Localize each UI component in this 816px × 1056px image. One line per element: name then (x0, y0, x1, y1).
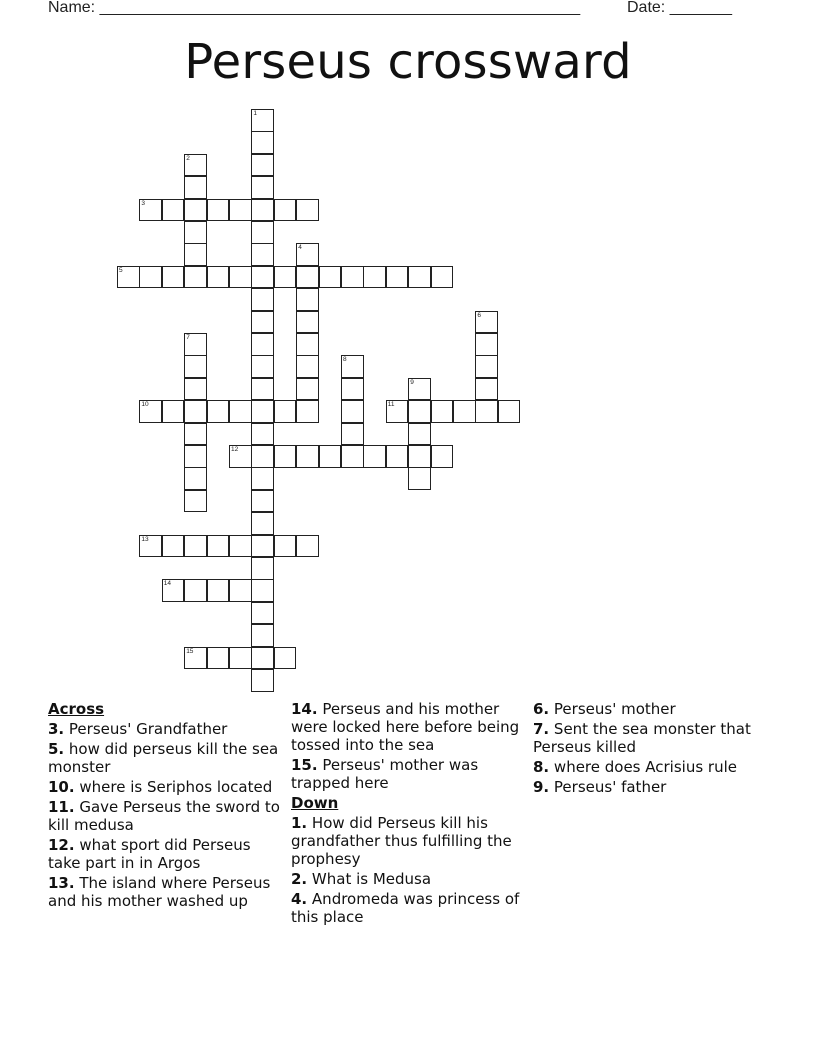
grid-cell[interactable] (229, 445, 252, 468)
grid-cell[interactable] (319, 266, 342, 289)
grid-cell[interactable] (274, 400, 297, 423)
grid-cell[interactable] (431, 400, 454, 423)
grid-cell[interactable] (229, 579, 252, 602)
grid-cell[interactable] (296, 445, 319, 468)
grid-cell[interactable] (162, 579, 185, 602)
clue-number-label: 8 (343, 356, 347, 364)
grid-cell[interactable] (207, 647, 230, 670)
clue-number-label: 7 (186, 334, 190, 341)
clue-number-label: 6 (477, 311, 482, 319)
grid-cell[interactable] (296, 535, 319, 558)
grid-cell[interactable] (207, 400, 230, 423)
grid-cell[interactable] (274, 647, 297, 670)
clue-column-1 (48, 700, 280, 912)
grid-cell[interactable] (408, 467, 431, 490)
grid-cell[interactable] (475, 311, 498, 334)
clue-across-3: 3. Perseus' Grandfather (48, 720, 228, 738)
clue-across-10: 10. where is Seriphos located (48, 778, 273, 796)
grid-cell[interactable] (229, 647, 252, 670)
grid-cell[interactable] (408, 423, 431, 446)
grid-cell[interactable] (341, 445, 364, 468)
grid-cell[interactable] (296, 378, 319, 401)
grid-cell[interactable] (184, 221, 207, 244)
clue-number-label: 9 (410, 378, 414, 386)
grid-cell[interactable] (229, 199, 252, 222)
grid-cell[interactable] (162, 266, 185, 289)
grid-cell[interactable] (363, 445, 386, 468)
page-title: Perseus crossward (184, 34, 632, 90)
clue-down-6: 6. Perseus' mother (533, 700, 676, 718)
grid-cell[interactable] (184, 535, 207, 558)
clue-column-2 (291, 700, 527, 928)
clue-column-3 (533, 700, 773, 798)
clue-down-2: 2. What is Medusa (291, 870, 432, 888)
grid-cell[interactable] (229, 535, 252, 558)
grid-cell[interactable] (251, 288, 274, 311)
down-heading: Down (291, 794, 339, 812)
grid-cell[interactable] (498, 400, 521, 423)
grid-cell[interactable] (251, 512, 274, 535)
grid-cell[interactable] (139, 400, 162, 423)
grid-cell[interactable] (251, 490, 274, 513)
grid-cell[interactable] (475, 378, 498, 401)
grid-cell[interactable] (251, 176, 274, 199)
grid-cell[interactable] (251, 602, 274, 625)
grid-cell[interactable] (296, 333, 319, 356)
grid-cell[interactable] (184, 467, 207, 490)
grid-cell[interactable] (408, 266, 431, 289)
clue-across-5: 5. how did perseus kill the sea monster (48, 740, 279, 776)
grid-cell[interactable] (274, 445, 297, 468)
clue-across-11: 11. Gave Perseus the sword to kill medusa (48, 798, 280, 834)
grid-cell[interactable] (251, 311, 274, 334)
grid-cell[interactable] (296, 400, 319, 423)
clue-down-7: 7. Sent the sea monster that Perseus killed (533, 720, 751, 756)
clue-number-label: 5 (119, 266, 123, 274)
grid-cell[interactable] (207, 535, 230, 558)
clue-number-label: 4 (298, 244, 302, 252)
clue-number-label: 14 (163, 580, 172, 588)
clue-number-label: 10 (141, 401, 149, 409)
grid-cell[interactable] (251, 154, 274, 177)
grid-cell[interactable] (363, 266, 386, 289)
grid-cell[interactable] (274, 199, 297, 222)
grid-cell[interactable] (251, 378, 274, 401)
grid-cell[interactable] (386, 445, 409, 468)
grid-cell[interactable] (184, 243, 207, 266)
grid-cell[interactable] (251, 423, 274, 446)
grid-cell[interactable] (475, 355, 498, 378)
grid-cell[interactable] (139, 199, 162, 222)
grid-cell[interactable] (251, 535, 274, 558)
clue-down-4: 4. Andromeda was princess of this place (291, 890, 520, 926)
grid-cell[interactable] (251, 131, 274, 154)
grid-cell[interactable] (229, 266, 252, 289)
clue-number-label: 13 (141, 535, 149, 543)
clue-number-label: 3 (141, 199, 146, 207)
clue-down-8: 8. where does Acrisius rule (533, 758, 737, 776)
grid-cell[interactable] (184, 355, 207, 378)
grid-cell[interactable] (341, 400, 364, 423)
name-field-line: Name: ______________________________________________________ (48, 0, 581, 16)
grid-cell[interactable] (296, 355, 319, 378)
grid-cell[interactable] (184, 579, 207, 602)
grid-cell[interactable] (296, 311, 319, 334)
grid-cell[interactable] (251, 199, 274, 222)
clue-number-label: 11 (387, 401, 395, 409)
clue-number-label: 1 (253, 110, 258, 117)
grid-cell[interactable] (274, 266, 297, 289)
grid-cell[interactable] (251, 445, 274, 468)
across-heading: Across (48, 700, 105, 718)
grid-cell[interactable] (251, 557, 274, 580)
grid-cell[interactable] (274, 535, 297, 558)
clue-across-12: 12. what sport did Perseus take part in in Argos (48, 836, 251, 872)
grid-cell[interactable] (207, 579, 230, 602)
grid-cell[interactable] (184, 378, 207, 401)
clue-number-label: 2 (186, 154, 190, 162)
grid-cell[interactable] (408, 378, 431, 401)
grid-cell[interactable] (251, 400, 274, 423)
grid-cell[interactable] (251, 467, 274, 490)
grid-cell[interactable] (184, 176, 207, 199)
grid-cell[interactable] (184, 199, 207, 222)
grid-cell[interactable] (251, 221, 274, 244)
grid-cell[interactable] (341, 378, 364, 401)
clue-down-1: 1. How did Perseus kill his grandfather thus fulfilling the prophesy (291, 814, 512, 868)
grid-cell[interactable] (184, 647, 207, 670)
grid-cell[interactable] (296, 199, 319, 222)
grid-cell[interactable] (139, 535, 162, 558)
grid-cell[interactable] (229, 400, 252, 423)
clue-down-9: 9. Perseus' father (533, 778, 667, 796)
grid-cell[interactable] (184, 445, 207, 468)
clue-across-15: 15. Perseus' mother was trapped here (291, 756, 479, 792)
grid-cell[interactable] (184, 266, 207, 289)
clue-across-13: 13. The island where Perseus and his mother washed up (48, 874, 271, 910)
grid-cell[interactable] (184, 333, 207, 356)
grid-cell[interactable] (251, 355, 274, 378)
grid-cell[interactable] (207, 199, 230, 222)
grid-cell[interactable] (251, 243, 274, 266)
grid-cell[interactable] (251, 109, 274, 132)
grid-cell[interactable] (184, 400, 207, 423)
grid-cell[interactable] (341, 355, 364, 378)
grid-cell[interactable] (431, 266, 454, 289)
grid-cell[interactable] (207, 266, 230, 289)
grid-cell[interactable] (162, 199, 185, 222)
grid-cell[interactable] (139, 266, 162, 289)
clue-across-14: 14. Perseus and his mother were locked here before being tossed into the sea (291, 700, 520, 754)
grid-cell[interactable] (341, 266, 364, 289)
grid-cell[interactable] (296, 288, 319, 311)
clue-number-label: 12 (231, 446, 239, 453)
grid-cell[interactable] (408, 400, 431, 423)
grid-cell[interactable] (251, 669, 274, 692)
grid-cell[interactable] (251, 333, 274, 356)
grid-cell[interactable] (162, 535, 185, 558)
date-field-line: Date: _______ (627, 0, 732, 16)
grid-cell[interactable] (431, 445, 454, 468)
grid-cell[interactable] (453, 400, 476, 423)
grid-cell[interactable] (296, 243, 319, 266)
grid-cell[interactable] (251, 579, 274, 602)
grid-cell[interactable] (117, 266, 140, 289)
grid-cell[interactable] (251, 624, 274, 647)
grid-cell[interactable] (184, 423, 207, 446)
grid-cell[interactable] (408, 445, 431, 468)
grid-cell[interactable] (475, 400, 498, 423)
grid-cell[interactable] (162, 400, 185, 423)
grid-cell[interactable] (475, 333, 498, 356)
grid-cell[interactable] (386, 266, 409, 289)
grid-cell[interactable] (386, 400, 409, 423)
grid-cell[interactable] (251, 266, 274, 289)
grid-cell[interactable] (184, 490, 207, 513)
grid-cell[interactable] (319, 445, 342, 468)
clue-number-label: 15 (186, 647, 194, 655)
grid-cell[interactable] (251, 647, 274, 670)
grid-cell[interactable] (296, 266, 319, 289)
grid-cell[interactable] (341, 423, 364, 446)
grid-cell[interactable] (184, 154, 207, 177)
